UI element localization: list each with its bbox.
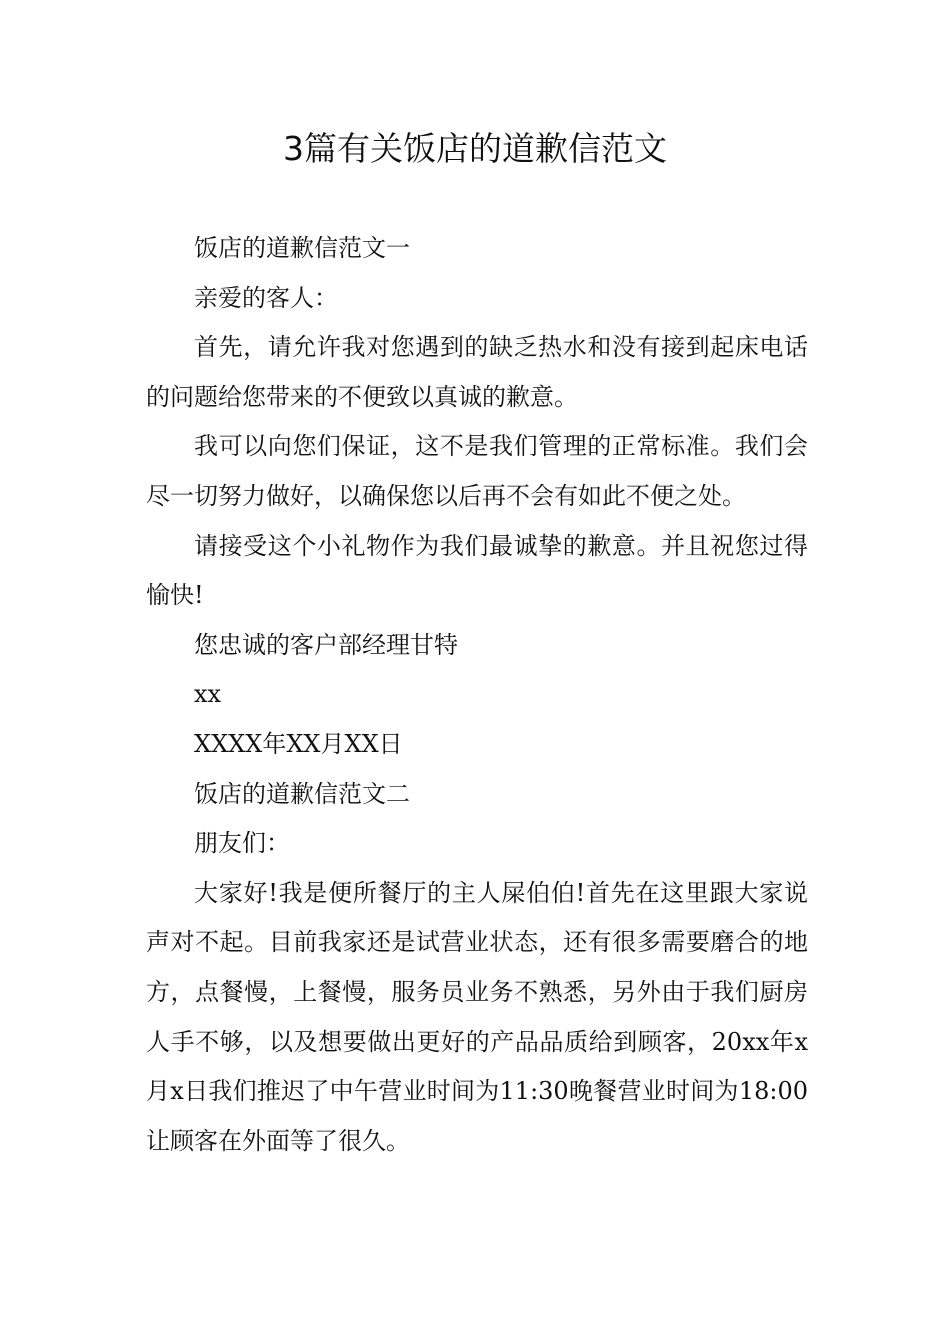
signature-line: 您忠诚的客户部经理甘特 xyxy=(194,630,458,659)
paragraph: 我可以向您们保证，这不是我们管理的正常标准。我们会尽一切努力做好，以确保您以后再不会有如此不便之处。 xyxy=(146,432,808,510)
salutation: 朋友们： xyxy=(194,829,290,858)
salutation: 亲爱的客人： xyxy=(194,283,338,312)
paragraph: 首先，请允许我对您遇到的缺乏热水和没有接到起床电话的问题给您带来的不便致以真诚的歉意。 xyxy=(146,333,808,411)
section-heading-1: 饭店的道歉信范文一 xyxy=(194,234,410,262)
paragraph: 大家好!我是便所餐厅的主人屎伯伯!首先在这里跟大家说声对不起。目前我家还是试营业状态，还有很多需要磨合的地方，点餐慢，上餐慢，服务员业务不熟悉，另外由于我们厨房人手不够，以及想要做出更好的产品品质给到顾客，20xx年x月x日我们推迟了中午营业时间为11:30晚餐营业时间为18:00让顾客在外面等了很久。 xyxy=(146,878,808,1155)
document-body xyxy=(146,224,808,1166)
document-title: 3篇有关饭店的道歉信范文 xyxy=(283,129,667,168)
signature-name: xx xyxy=(194,680,222,709)
section-heading-2: 饭店的道歉信范文二 xyxy=(194,779,410,808)
date-line: XXXX年XX月XX日 xyxy=(194,729,403,758)
paragraph: 请接受这个小礼物作为我们最诚挚的歉意。并且祝您过得愉快! xyxy=(146,531,808,610)
